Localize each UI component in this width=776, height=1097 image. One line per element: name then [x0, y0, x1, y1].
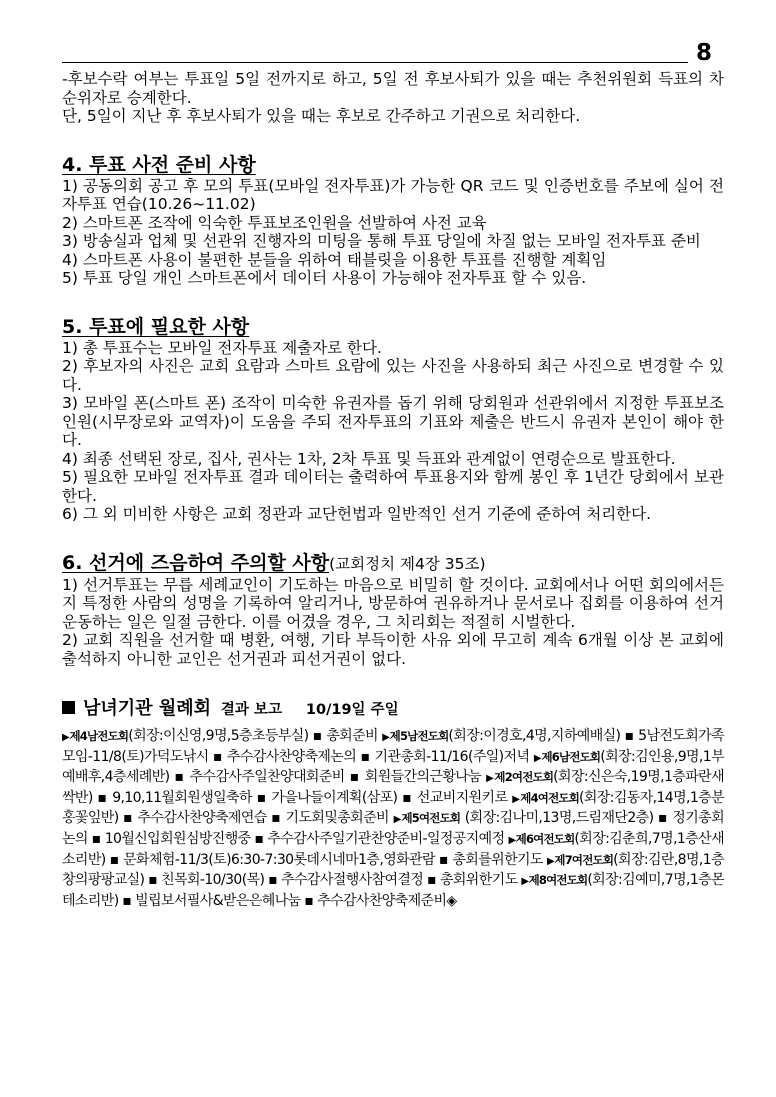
dept-name: 제6남전도회 [541, 749, 601, 764]
dept-name: 제2여전도회 [494, 770, 554, 785]
notice-heading [62, 698, 724, 721]
dept-name: 제7여전도회 [554, 852, 614, 867]
dept-name: 제6여전도회 [515, 831, 575, 846]
triangle-bullet-icon: ▶ [393, 814, 402, 826]
section-4-item-1: 1) 공동의회 공고 후 모의 투표(모바일 전자투표)가 가능한 QR 코드 및 인증번호를 주보에 실어 전자투표 연습(10.26~11.02) [62, 176, 724, 213]
section-5-heading [62, 315, 724, 339]
notice-subtitle: 결과 보고 [220, 702, 282, 718]
section-4-heading [62, 153, 724, 177]
dept-report: (회장:김예미,7명,1층몬테소리반) ▪ 빌립보서필사&받은은혜나눔 ▪ 추수감사찬양축제준비 [62, 872, 724, 909]
section-5-title: 5. 투표에 필요한 사항 [62, 315, 250, 338]
section-5-item-1: 1) 총 투표수는 모바일 전자투표 제출자로 한다. [62, 338, 382, 357]
section-4-item-4: 4) 스마트폰 사용이 불편한 분들을 위하여 태블릿을 이용한 투표를 진행할 계획임 [62, 250, 607, 269]
section-4-item-2: 2) 스마트폰 조작에 익숙한 투표보조인원을 선발하여 사전 교육 [62, 213, 487, 232]
triangle-bullet-icon: ▶ [382, 732, 390, 743]
intro-line-1: -후보수락 여부는 투표일 5일 전까지로 하고, 5일 전 후보사퇴가 있을 때는 추천위원회 득표의 차 순위자로 승계한다. [62, 70, 724, 107]
dept-report: (회장:김란,8명,1층창의팡팡교실) ▪ 친목회-10/30(목) ▪ 추수감사절행사참여결정 ▪ 총회위한기도 [62, 851, 724, 889]
triangle-bullet-icon: ▶ [512, 793, 521, 805]
triangle-bullet-icon: ▶ [508, 834, 516, 846]
section-6-heading [62, 551, 724, 576]
section-5-item-4: 4) 최종 선택된 장로, 집사, 권사는 1차, 2차 투표 및 득표와 관계없이 연령순으로 발표한다. [62, 449, 676, 468]
page-number: 8 [696, 40, 713, 66]
triangle-bullet-icon: ▶ [547, 855, 555, 867]
dept-name: 제5여전도회 [401, 811, 461, 826]
dept-name: 제4남전도회 [69, 729, 129, 743]
section-6-title: 6. 선거에 즈음하여 주의할 사항 [62, 551, 330, 574]
section-6-reference: (교회정치 제4장 35조) [329, 554, 486, 573]
section-5-item-6: 6) 그 외 미비한 사항은 교회 정관과 교단헌법과 일반적인 선거 기준에 준하여 처리한다. [62, 505, 652, 523]
section-4-title: 4. 투표 사전 준비 사항 [62, 153, 256, 176]
section-5-item-2: 2) 후보자의 사진은 교회 요람과 스마트 요람에 있는 사진을 사용하되 최근 사진으로 변경할 수 있다. [62, 357, 724, 394]
dept-report: (회장:신은숙,19명,1층파란새싹반) ▪ 9,10,11월회원생일축하 ▪ 가을나들이계획(삼포) ▪ 선교비지원키로 [62, 769, 724, 806]
section-5-item-3: 3) 모바일 폰(스마트 폰) 조작이 미숙한 유권자를 돕기 위해 당회원과 선관위에서 지정한 투표보조인원(시무장로와 교역자)이 도움을 주되 전자투표의 기표와 제출은 반드시 유권자 본인이 해야 한다. [62, 394, 724, 449]
section-4-item-5: 5) 투표 당일 개인 스마트폰에서 데이터 사용이 가능해야 전자투표 할 수 있음. [62, 269, 587, 287]
dept-report: (회장:이경호,4명,지하예배실) ▪ 5남전도회가족모임-11/8(토)가덕도낚시 ▪ 추수감사찬양축제논의 ▪ 기관총회-11/16(주일)저녁 [62, 728, 724, 765]
section-6-item-2: 2) 교회 직원을 선거할 때 병환, 여행, 기타 부득이한 사유 외에 무고히 계속 6개월 이상 본 교회에 출석하지 아니한 교인은 선거권과 피선거권이 없다. [62, 631, 724, 668]
notice-body [62, 727, 724, 911]
dept-name: 제8여전도회 [528, 873, 588, 888]
dept-name: 제5남전도회 [389, 729, 449, 743]
black-square-icon [62, 701, 75, 714]
triangle-bullet-icon: ▶ [521, 876, 529, 888]
intro-line-2: 단, 5일이 지난 후 후보사퇴가 있을 때는 후보로 간주하고 기권으로 처리한다. [62, 107, 581, 125]
dept-report: (회장:김인용,9명,1부예배후,4층세례반) ▪ 추수감사주일찬양대회준비 ▪ 회원들간의근황나눔 [62, 748, 725, 786]
triangle-bullet-icon: ▶ [486, 773, 495, 785]
end-diamond-icon: ◈ [446, 892, 457, 909]
dept-report: (회장:김동자,14명,1층분홍꽃잎반) ▪ 추수감사찬양축제연습 ▪ 기도회및총회준비 [62, 789, 725, 827]
notice-title: 남녀기관 월례회 [83, 698, 211, 719]
section-5-item-5: 5) 필요한 모바일 전자투표 결과 데이터는 출력하여 투표용지와 함께 봉인 후 1년간 당회에서 보관한다. [62, 468, 724, 505]
triangle-bullet-icon: ▶ [62, 732, 70, 743]
dept-report: (회장:김나미,13명,드림재단2층) ▪ 정기총회논의 ▪ 10월신입회원심방진행중 ▪ 추수감사주일기관찬양준비-일정공지예정 [62, 810, 725, 847]
notice-date: 10/19일 주일 [305, 702, 399, 718]
dept-report: (회장:이신영,9명,5층초등부실) ▪ 총회준비 [128, 728, 378, 744]
header-rule [62, 62, 688, 63]
triangle-bullet-icon: ▶ [533, 752, 542, 764]
dept-report: (회장:김춘희,7명,1층산새소리반) ▪ 문화체험-11/3(토)6:30-7:30롯데시네마1층,영화관람 ▪ 총회를위한기도 [62, 830, 725, 868]
dept-name: 제4여전도회 [520, 790, 580, 805]
section-6-item-1: 1) 선거투표는 무릅 세례교인이 기도하는 마음으로 비밀히 할 것이다. 교회에서나 어떤 회의에서든지 특정한 사람의 성명을 기록하여 알리거나, 방문하여 권유하거나 문서로나 집회를 이용하여 선거운동하는 일은 일절 금한다. 이를 어겼을 경우, 그 치리회는 적절히 시벌한다. [62, 575, 724, 631]
page-content [62, 70, 724, 911]
section-4-item-3: 3) 방송실과 업체 및 선관위 진행자의 미팅을 통해 투표 당일에 차질 없는 모바일 전자투표 준비 [62, 232, 701, 250]
